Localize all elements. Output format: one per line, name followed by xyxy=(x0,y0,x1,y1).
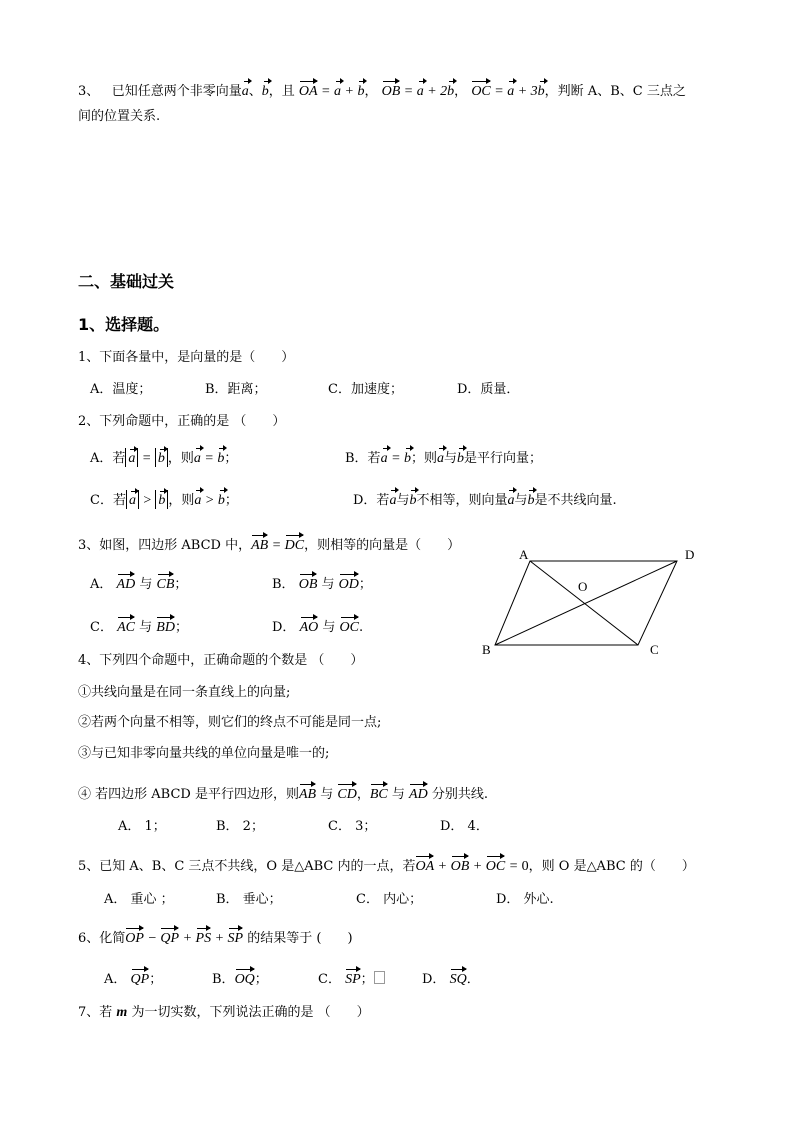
q1-option-d: D．质量． xyxy=(457,382,520,397)
stem-text: 3、如图，四边形 ABCD 中， xyxy=(78,538,252,553)
option-label: D． xyxy=(422,972,446,987)
q6-option-b: B．OQ； xyxy=(212,968,268,989)
option-label: A． xyxy=(90,577,113,592)
option-text: 与 xyxy=(514,493,528,508)
separator: 、 xyxy=(248,84,262,99)
statement-text: 与 xyxy=(320,787,334,802)
option-text: ； xyxy=(358,577,372,592)
center-o-label: O xyxy=(578,579,588,594)
q4-option-a: A． 1； xyxy=(118,819,166,834)
statement-text: 分别共线. xyxy=(431,787,488,802)
stem-text: 为一切实数，下列说法正确的是 （ ） xyxy=(131,1005,370,1020)
q3-option-c: C． AC 与 BD； xyxy=(90,616,188,637)
q1-option-c: C．加速度； xyxy=(328,382,403,397)
q3-pre-text2: ，且 xyxy=(268,84,295,99)
q4-option-c: C． 3； xyxy=(328,819,377,834)
option-label: D．若 xyxy=(353,493,390,508)
q5-option-c: C． 内心； xyxy=(356,892,423,907)
option-label: C． xyxy=(318,972,341,987)
q1-stem: 1、下面各量中，是向量的是（ ） xyxy=(78,350,295,365)
option-label: C．若 xyxy=(90,493,126,508)
q4-stem: 4、下列四个命题中，正确命题的个数是 （ ） xyxy=(78,653,364,668)
q3-pre-text: 已知任意两个非零向量 xyxy=(111,84,242,99)
option-text: ，则 xyxy=(168,493,195,508)
option-text: ，则 xyxy=(167,451,194,466)
q2-option-d: D．若a与b不相等，则向量a与b是不共线向量. xyxy=(353,489,617,510)
stem-text: ，则 O 是△ABC 的（ ） xyxy=(528,859,695,874)
option-text: ； xyxy=(254,972,268,987)
option-text: ； xyxy=(360,972,374,987)
q6-option-c: C． SP； xyxy=(318,968,385,989)
option-text: ． xyxy=(466,972,480,987)
stem-text: 5、已知 A、B、C 三点不共线，O 是△ABC 内的一点，若 xyxy=(78,859,416,874)
vertex-a-label: A xyxy=(519,547,529,562)
option-text: 与 xyxy=(139,577,153,592)
q3-pre-line1: 3、 已知任意两个非零向量a、b，且 OA = a + b， OB = a + 2b， OC = a + 3b，判断 A、B、C 三点之 xyxy=(78,80,686,101)
q5-option-d: D． 外心. xyxy=(496,892,554,907)
option-text: ； xyxy=(174,577,188,592)
q6-option-d: D． SQ． xyxy=(422,968,480,989)
stem-text: 6、化简 xyxy=(78,931,126,946)
stem-text: 7、若 xyxy=(78,1005,113,1020)
q4-option-b: B． 2； xyxy=(216,819,264,834)
q7-stem xyxy=(78,1004,370,1022)
option-text: . xyxy=(359,620,364,635)
option-text: ； xyxy=(174,620,188,635)
placeholder-box xyxy=(374,971,385,984)
q4-statement-1: ①共线向量是在同一条直线上的向量; xyxy=(78,685,291,700)
option-text: 是不共线向量. xyxy=(534,493,617,508)
section-title: 二、基础过关 xyxy=(78,272,175,291)
option-text: 不相等，则向量 xyxy=(416,493,508,508)
option-text: ； xyxy=(224,493,238,508)
option-text: ； xyxy=(149,972,163,987)
diagonal-ac xyxy=(530,561,638,645)
option-text: 与 xyxy=(322,620,336,635)
vertex-d-label: D xyxy=(685,547,695,562)
statement-text: ， xyxy=(356,787,370,802)
option-label: C． xyxy=(90,620,113,635)
option-label: D． xyxy=(272,620,296,635)
option-label: A． xyxy=(104,972,127,987)
q4-statement-4: ④ 若四边形 ABCD 是平行四边形，则AB 与 CD，BC 与 AD 分别共线. xyxy=(78,783,488,804)
subsection-title: 1、选择题。 xyxy=(78,315,170,334)
statement-text: ④ 若四边形 ABCD 是平行四边形，则 xyxy=(78,787,299,802)
option-text: ；则 xyxy=(411,451,438,466)
option-label: B． xyxy=(272,577,295,592)
option-label: A．若 xyxy=(90,451,126,466)
variable-m: m xyxy=(116,1005,128,1020)
option-text: 与 xyxy=(444,451,458,466)
q4-option-d: D． 4． xyxy=(440,819,489,834)
q3-pre-text3: ，判断 A、B、C 三点之 xyxy=(544,84,686,99)
equation-oa: OA = a + b xyxy=(299,84,365,99)
q2-option-a: A．若 a = b ，则a = b； xyxy=(90,447,237,468)
equation-oc: OC = a + 3b xyxy=(471,84,544,99)
q5-option-b: B． 垂心； xyxy=(216,892,282,907)
vertex-b-label: B xyxy=(482,642,491,657)
option-text: 与 xyxy=(139,620,153,635)
q3-pre-line2: 间的位置关系. xyxy=(78,109,161,124)
diagonal-bd xyxy=(495,561,677,645)
option-text: 是平行向量； xyxy=(464,451,543,466)
option-label: B． xyxy=(212,972,235,987)
parallelogram-figure xyxy=(475,545,705,660)
option-text: 与 xyxy=(321,577,335,592)
q4-statement-3: ③与已知非零向量共线的单位向量是唯一的; xyxy=(78,746,330,761)
vertex-c-label: C xyxy=(650,642,659,657)
q3-option-b: B． OB 与 OD； xyxy=(272,573,372,594)
question-number: 3、 xyxy=(78,84,100,99)
q5-option-a: A． 重心 ； xyxy=(104,892,174,907)
option-text: 与 xyxy=(396,493,410,508)
q1-option-b: B．距离； xyxy=(205,382,267,397)
q2-stem: 2、下列命题中，正确的是 （ ） xyxy=(78,414,286,429)
q5-options xyxy=(104,891,604,909)
stem-text: 的结果等于 ( ) xyxy=(247,931,353,946)
stem-text: ，则相等的向量是（ ） xyxy=(304,538,461,553)
option-label: B．若 xyxy=(345,451,381,466)
q4-options xyxy=(118,818,578,836)
q6-stem: 6、化简OP − QP + PS + SP 的结果等于 ( ) xyxy=(78,927,353,948)
q6-option-a: A． QP； xyxy=(104,968,162,989)
q1-options xyxy=(90,381,650,399)
statement-text: 与 xyxy=(391,787,405,802)
q2-option-b: B．若a = b；则a与b是平行向量； xyxy=(345,447,542,468)
q4-statement-2: ②若两个向量不相等，则它们的终点不可能是同一点; xyxy=(78,715,382,730)
q5-stem: 5、已知 A、B、C 三点不共线，O 是△ABC 内的一点，若OA + OB + OC = 0，则 O 是△ABC 的（ ） xyxy=(78,855,695,876)
equation-ob: OB = a + 2b xyxy=(382,84,455,99)
q2-option-c: C．若 a > b ，则a > b； xyxy=(90,489,238,510)
q3-option-a: A． AD 与 CB； xyxy=(90,573,187,594)
q3-option-d: D． AO 与 OC. xyxy=(272,616,363,637)
q3-stem: 3、如图，四边形 ABCD 中，AB = DC，则相等的向量是（ ） xyxy=(78,534,460,555)
q1-option-a: A．温度； xyxy=(90,382,152,397)
option-text: ； xyxy=(224,451,238,466)
